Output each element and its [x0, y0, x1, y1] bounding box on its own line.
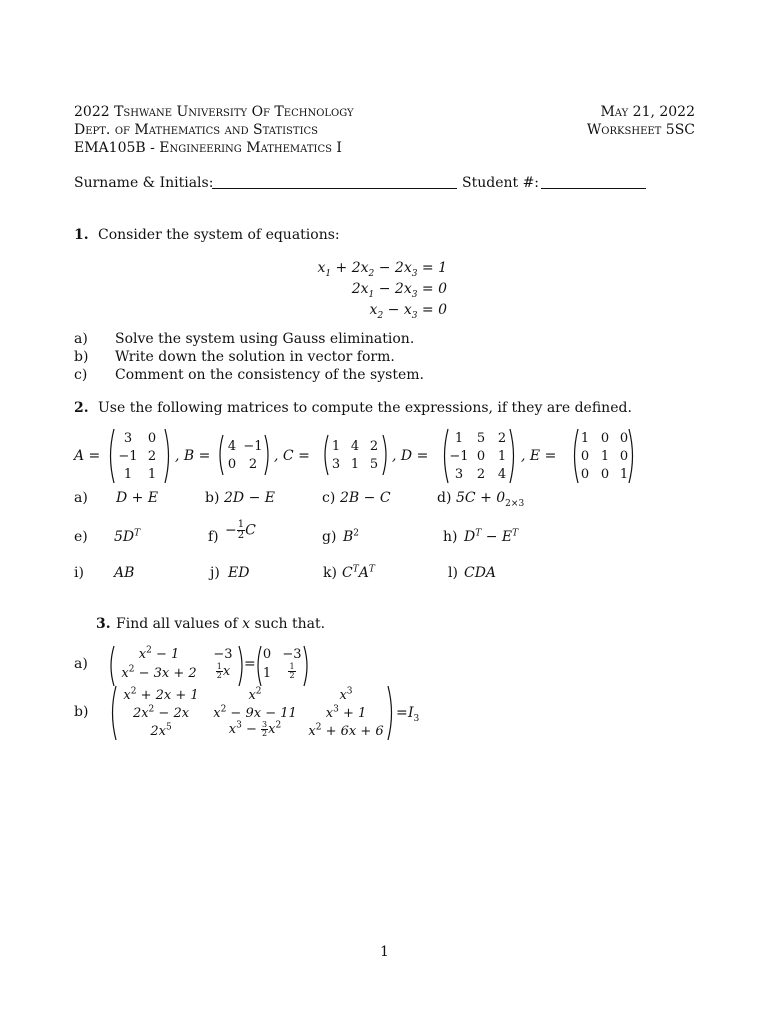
q3b-lhs-cell: $x^2 - 9x - 11$ — [213, 704, 297, 721]
q2-part-g-expr: $B^2$ — [343, 528, 360, 545]
matrix-C-right-paren — [381, 434, 390, 476]
matrix-E-cell: 0 — [619, 449, 629, 464]
matrix-D-cell: 5 — [476, 431, 486, 446]
header-course: EMA105B - Engineering Mathematics I — [74, 140, 342, 156]
q2-part-i-expr: AB — [114, 565, 135, 581]
q1-part-c-text: Comment on the consistency of the system. — [115, 367, 424, 383]
q2-part-i-label: i) — [74, 565, 84, 581]
matrix-E-cell: 1 — [600, 449, 610, 464]
q3b-lhs-cell: $2x^2 - 2x$ — [132, 704, 190, 721]
matrix-B-cell: −1 — [243, 439, 263, 454]
matrix-E-cell: 0 — [580, 467, 590, 482]
q2-part-j-expr: ED — [228, 565, 250, 581]
matrix-E-right-paren — [627, 428, 637, 484]
q1-part-b-label: b) — [74, 349, 89, 365]
q2-part-f-expr: − $\frac{1}{2}$ C — [225, 519, 256, 541]
q3a-lhs-cell: −3 — [213, 647, 233, 662]
surname-label: Surname & Initials: — [74, 175, 214, 191]
q1-equation-2: $2x_1 - 2x_3 = 0$ — [351, 281, 447, 300]
q1-equation-3: $x_2 - x_3 = 0$ — [369, 302, 447, 321]
matrix-D-label: , D = — [392, 448, 429, 464]
matrix-A-cell: −1 — [118, 449, 138, 464]
matrix-A-cell: 0 — [147, 431, 157, 446]
matrix-A-cell: 1 — [123, 467, 133, 482]
matrix-E-cell: 0 — [580, 449, 590, 464]
q2-part-c-expr: 2B − C — [340, 490, 391, 506]
q3b-equals: = — [396, 705, 408, 721]
q2-part-j-label: j) — [210, 565, 220, 581]
matrix-C-label: , C = — [274, 448, 310, 464]
q3a-rhs-cell: 1 — [262, 666, 272, 681]
matrix-A-cell: 3 — [123, 431, 133, 446]
q2-part-l-label: l) — [448, 565, 458, 581]
matrix-B-cell: 0 — [227, 457, 237, 472]
matrix-A-cell: 1 — [147, 467, 157, 482]
matrix-B-label: , B = — [175, 448, 211, 464]
q2-part-e-expr: $5D^T$ — [114, 528, 141, 545]
q3a-rhs-right-paren — [302, 645, 311, 687]
q3b-rhs-identity: $I_3$ — [408, 705, 420, 724]
matrix-E-cell: 0 — [619, 431, 629, 446]
q3a-lhs-cell: $x^2 - 3x + 2$ — [121, 664, 197, 681]
q2-part-k-expr: $C^TA^T$ — [342, 564, 375, 581]
matrix-C-cell: 4 — [350, 439, 360, 454]
matrix-C-cell: 2 — [369, 439, 379, 454]
matrix-D-cell: −1 — [449, 449, 469, 464]
matrix-E-cell: 0 — [600, 431, 610, 446]
matrix-C-cell: 1 — [350, 457, 360, 472]
q3-number: 3. — [96, 616, 111, 632]
student-number-field[interactable] — [541, 188, 646, 189]
surname-field[interactable] — [212, 188, 457, 189]
header-date: May 21, 2022 — [600, 104, 695, 120]
q2-part-f-label: f) — [208, 529, 219, 545]
q3a-rhs-cell: $\frac{1}{2}$ — [289, 662, 295, 680]
matrix-B-right-paren — [263, 434, 272, 476]
matrix-C-cell: 1 — [331, 439, 341, 454]
q1-part-a-text: Solve the system using Gauss elimination. — [115, 331, 415, 347]
matrix-D-cell: 1 — [497, 449, 507, 464]
q2-part-g-label: g) — [322, 529, 337, 545]
matrix-C-cell: 3 — [331, 457, 341, 472]
q3b-lhs-cell: $x^2 + 6x + 6$ — [308, 722, 384, 739]
q3b-lhs-cell: $x^3$ — [339, 686, 353, 703]
matrix-D-cell: 2 — [497, 431, 507, 446]
matrix-D-cell: 0 — [476, 449, 486, 464]
matrix-D-cell: 4 — [497, 467, 507, 482]
matrix-B-cell: 4 — [227, 439, 237, 454]
matrix-D-right-paren — [508, 428, 518, 484]
q3b-lhs-cell: $x^3 + 1$ — [325, 704, 367, 721]
q1-part-c-label: c) — [74, 367, 88, 383]
q1-part-b-text: Write down the solution in vector form. — [115, 349, 395, 365]
matrix-B-cell: 2 — [248, 457, 258, 472]
q2-part-e-label: e) — [74, 529, 88, 545]
matrix-E-cell: 1 — [580, 431, 590, 446]
header-worksheet: Worksheet 5SC — [586, 122, 695, 138]
q2-part-h-expr: $D^T - E^T$ — [464, 528, 519, 545]
q2-part-a-label: a) — [74, 490, 88, 506]
q3b-lhs-right-paren — [386, 685, 396, 741]
q2-part-l-expr: CDA — [464, 565, 497, 581]
student-number-label: Student #: — [462, 175, 540, 191]
q2-part-h-label: h) — [443, 529, 458, 545]
matrix-D-cell: 1 — [454, 431, 464, 446]
q3-part-a-label: a) — [74, 656, 88, 672]
q3a-equals: = — [244, 656, 256, 672]
q1-part-a-label: a) — [74, 331, 88, 347]
q2-part-a-expr: D + E — [116, 490, 159, 506]
matrix-A-cell: 2 — [147, 449, 157, 464]
q3-part-b-label: b) — [74, 704, 89, 720]
matrix-A-left-paren — [106, 428, 116, 484]
matrix-E-cell: 1 — [619, 467, 629, 482]
matrix-A-label: A = — [74, 448, 101, 464]
q2-number: 2. — [74, 400, 89, 416]
q2-part-k-label: k) — [323, 565, 337, 581]
q3b-lhs-cell: $x^2$ — [248, 686, 262, 703]
q3a-lhs-cell: $x^2 - 1$ — [138, 645, 180, 662]
header-department: Dept. of Mathematics and Statistics — [74, 122, 319, 138]
q2-part-b-expr: 2D − E — [224, 490, 275, 506]
matrix-A-right-paren — [163, 428, 173, 484]
q2-text: Use the following matrices to compute the expressions, if they are defined. — [98, 400, 632, 416]
q3a-rhs-cell: −3 — [282, 647, 302, 662]
q3-text: Find all values of x such that. — [116, 616, 326, 632]
q3b-lhs-cell: $x^2 + 2x + 1$ — [123, 686, 199, 703]
page-number: 1 — [380, 944, 389, 960]
q3b-lhs-cell: $2x^5$ — [150, 722, 172, 739]
q3a-rhs-cell: 0 — [262, 647, 272, 662]
matrix-D-cell: 2 — [476, 467, 486, 482]
q2-part-d-label: d) — [437, 490, 452, 506]
q1-equation-system — [317, 258, 447, 321]
q3b-lhs-cell: $x^3$ − $\frac{3}{2}$ $x^2$ — [228, 720, 282, 738]
q1-text: Consider the system of equations: — [98, 227, 340, 243]
q2-part-c-label: c) — [322, 490, 336, 506]
header-university: 2022 Tshwane University Of Technology — [74, 104, 354, 120]
matrix-E-cell: 0 — [600, 467, 610, 482]
q3a-lhs-cell: $\frac{1}{2}$ x — [216, 662, 231, 680]
matrix-D-cell: 3 — [454, 467, 464, 482]
q1-equation-1: $x_1 + 2x_2 - 2x_3 = 1$ — [317, 260, 447, 279]
q2-part-b-label: b) — [205, 490, 220, 506]
q1-number: 1. — [74, 227, 89, 243]
matrix-C-cell: 5 — [369, 457, 379, 472]
matrix-E-label: , E = — [521, 448, 557, 464]
q2-part-d-expr: $5C + 0_{2\times 3}$ — [456, 490, 525, 509]
